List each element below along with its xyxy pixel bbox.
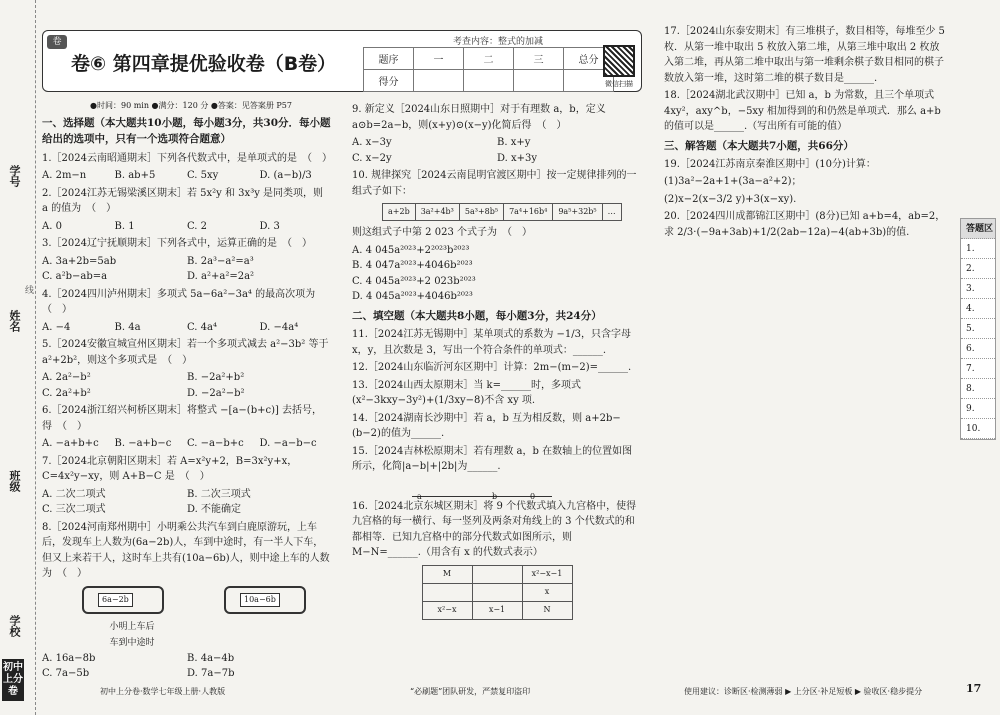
- answer-slot: 8.: [961, 379, 995, 399]
- magic-square-cell: [422, 583, 472, 601]
- answer-slot: 4.: [961, 299, 995, 319]
- option-choice: B. −2a²+b²: [187, 372, 245, 384]
- number-line-label: a: [417, 491, 422, 501]
- option-choice: C. x−2y: [352, 152, 392, 164]
- column-left: [42, 112, 332, 682]
- option-choice: C. 4a⁴: [187, 321, 217, 333]
- question-text: 1.［2024云南昭通期末］下列各代数式中，是单项式的是 （ ）: [42, 152, 332, 164]
- answer-area: [960, 218, 996, 440]
- binding-label: 学校: [8, 615, 21, 637]
- bus-figure: [42, 584, 332, 651]
- tag-badge: 卷: [47, 35, 67, 49]
- footer-left: 初中上分卷·数学七年级上册·人教版: [100, 687, 226, 696]
- binding-label: 班级: [8, 470, 21, 492]
- option-choice: A. 二次二项式: [42, 488, 106, 500]
- magic-square-cell: [472, 565, 522, 583]
- magic-square-cell: x−1: [472, 601, 522, 619]
- option-choice: A. 3a+2b=5ab: [42, 255, 117, 267]
- question-text: 5.［2024安徽宣城宣州区期末］若一个多项式减去 a²−3b² 等于 a²+2b²，则这个多项式是 （ ）: [42, 339, 329, 366]
- option-choice: B. 2a³−a²=a³: [187, 255, 254, 267]
- option-choice: B. ab+5: [114, 170, 156, 182]
- option-choice: A. 2a²−b²: [42, 372, 91, 384]
- question-text: 则这组式子中第 2 023 个式子为 （ ）: [352, 227, 532, 239]
- option-choice: D. a²+a²=2a²: [187, 271, 255, 283]
- answer-slot: 7.: [961, 359, 995, 379]
- answer-slot: 6.: [961, 339, 995, 359]
- option-choice: D. −2a²−b²: [187, 387, 245, 399]
- cut-line-mark: 线: [23, 285, 33, 294]
- page-number: 17: [966, 682, 982, 695]
- page-title: 卷⑥ 第四章提优验收卷（B卷）: [71, 53, 337, 75]
- exam-header: [42, 30, 642, 92]
- option-choice: B. 4 047a²⁰²³+4046b²⁰²³: [352, 260, 473, 272]
- option-choice: A. −a+b+c: [42, 438, 99, 450]
- magic-square-cell: N: [522, 601, 572, 619]
- option-choice: D. (a−b)/3: [259, 170, 312, 182]
- answer-area-title: 答题区: [961, 219, 995, 239]
- option-choice: C. 5xy: [187, 170, 219, 182]
- option-choice: A. x−3y: [352, 137, 392, 148]
- sequence-cell: 5a³+8b⁵: [459, 204, 503, 221]
- sequence-cell: 7a⁴+16b⁴: [504, 204, 553, 221]
- footer-right: 使用建议：诊断区·检测薄弱 ▶ 上分区·补足短板 ▶ 验收区·稳步提分: [684, 687, 923, 696]
- option-choice: B. 1: [114, 220, 135, 232]
- option-choice: B. 4a−4b: [187, 652, 235, 664]
- sequence-cell: …: [602, 204, 621, 221]
- score-cell: 得分: [364, 70, 414, 92]
- options-row: [352, 243, 642, 305]
- qr-caption: 微信扫描: [605, 80, 633, 88]
- option-choice: D. 3: [259, 220, 280, 232]
- answer-slot: 9.: [961, 399, 995, 419]
- score-cell: 二: [464, 48, 514, 70]
- sequence-cell: a+2b: [383, 204, 416, 221]
- option-choice: D. −a−b−c: [259, 438, 317, 450]
- number-line-label: 0: [530, 491, 536, 501]
- question-text: 11.［2024江苏无锡期中］某单项式的系数为 −1/3，只含字母 x，y，且次数是 3，写出一个符合条件的单项式：______.: [352, 329, 632, 356]
- question-text: 15.［2024吉林松原期末］若有理数 a，b 在数轴上的位置如图所示，化简|a−b|+|2b|为______.: [352, 445, 633, 473]
- question-text: 14.［2024湖南长沙期中］若 a，b 互为相反数，则 a+2b−(b−2)的值为______.: [352, 412, 621, 440]
- bus-caption: 车到中途时: [109, 637, 155, 648]
- option-choice: C. a²b−ab=a: [42, 271, 108, 283]
- options-row: [42, 168, 332, 184]
- question-text: 10. 规律探究［2024云南昆明官渡区期中］按一定规律排列的一组式子如下：: [352, 170, 637, 197]
- option-choice: B. 4a: [114, 321, 141, 333]
- question-text: 17.［2024山东泰安期末］有三堆棋子，数目相等，每堆至少 5 枚．从第一堆中取出 5 枚放入第二堆，从第三堆中取出 2 枚放入第二堆，再从第二堆中取出与第一堆剩余棋子数目相同的棋子数放入第一堆，这时第二堆的棋子数目是______.: [664, 26, 945, 84]
- score-cell: [464, 70, 514, 92]
- option-choice: A. 0: [42, 220, 62, 232]
- bus-caption: 小明上车后: [109, 622, 155, 633]
- question-text: 13.［2024山西太原期末］当 k=______时，多项式(x²−3kxy−3y²)+(1/3xy−8)不含 xy 项.: [352, 379, 581, 407]
- options-row: [42, 254, 332, 285]
- footer-mid: “必刷题”团队研发，严禁复印盗印: [410, 687, 531, 696]
- column-middle: [352, 100, 642, 624]
- bus-label: 6a−2b: [98, 593, 133, 607]
- question-text: 4.［2024四川泸州期末］多项式 5a−6a²−3a⁴ 的最高次项为 （ ）: [42, 288, 326, 316]
- question-text: 9. 新定义［2024山东日照期中］对于有理数 a，b，定义 a⊙b=2a−b，则(x+y)⊙(x−y)化简后得 （ ）: [352, 104, 606, 131]
- bus-captions: [42, 619, 332, 651]
- answer-slot: 5.: [961, 319, 995, 339]
- options-row: [42, 487, 332, 518]
- options-row: [42, 436, 332, 452]
- bus-label: 10a−6b: [240, 593, 280, 607]
- magic-square-cell: x²−x: [422, 601, 472, 619]
- options-row: [42, 370, 332, 401]
- brand-label: 初中上分卷: [2, 659, 24, 701]
- option-choice: A. −4: [42, 321, 71, 333]
- option-choice: A. 2m−n: [42, 170, 87, 182]
- bus-icon: [82, 586, 164, 614]
- score-cell: 总分: [564, 48, 614, 70]
- score-cell: 题序: [364, 48, 414, 70]
- exam-meta: ●时间：90 min ●满分：120 分 ●答案：见答案册 P57: [90, 101, 292, 110]
- sequence-table: [382, 203, 622, 221]
- magic-square-cell: x²−x−1: [522, 565, 572, 583]
- sequence-cell: 3a²+4b³: [415, 204, 459, 221]
- option-choice: D. 7a−7b: [187, 668, 235, 680]
- answer-slot: 3.: [961, 279, 995, 299]
- binding-label: 姓名: [8, 310, 21, 332]
- option-choice: C. 2: [187, 220, 208, 232]
- question-text: 16.［2024北京东城区期末］将 9 个代数式填入九宫格中，使得九宫格的每一横行、每一竖列及两条对角线上的 3 个代数式的和都相等．已知九宫格中的部分代数式如图所示，则 M−N=______.（用含有 x 的代数式表示）: [352, 500, 637, 559]
- options-row: [42, 320, 332, 336]
- option-choice: D. x+3y: [497, 152, 538, 164]
- magic-square: [422, 565, 573, 620]
- option-choice: D. 4 045a²⁰²³+4046b²⁰²³: [352, 291, 473, 303]
- options-row: [352, 135, 642, 166]
- number-line: [412, 477, 552, 501]
- score-cell: 一: [414, 48, 464, 70]
- option-choice: B. −a+b−c: [114, 438, 172, 450]
- column-right: [664, 22, 949, 242]
- option-choice: A. 16a−8b: [42, 652, 96, 664]
- option-choice: D. 不能确定: [187, 504, 242, 516]
- question-text: 12.［2024山东临沂河东区期中］计算：2m−(m−2)=______.: [352, 362, 632, 374]
- question-text: (2)x−2(x−3/2 y)+3(x−xy).: [664, 193, 797, 205]
- number-line-label: b: [492, 491, 498, 501]
- question-text: (1)3a²−2a+1+(3a−a²+2)；: [664, 176, 802, 188]
- section-heading: 三、解答题（本大题共7小题，共66分）: [664, 139, 854, 152]
- options-row: [42, 651, 332, 682]
- option-choice: C. 2a²+b²: [42, 387, 91, 399]
- answer-slot: 1.: [961, 239, 995, 259]
- question-text: 2.［2024江苏无锡梁溪区期末］若 5x²y 和 3x³y 是同类项，则 a 的值为 （ ）: [42, 187, 324, 215]
- score-cell: 三: [514, 48, 564, 70]
- question-text: 7.［2024北京朝阳区期末］若 A=x²y+2，B=3x²y+x，C=4x²y−xy，则 A+B−C 是 （ ）: [42, 455, 298, 483]
- binding-label: 学号: [8, 165, 21, 187]
- option-choice: B. 二次三项式: [187, 488, 251, 500]
- binding-strip: [0, 0, 36, 715]
- question-text: 8.［2024河南郑州期中］小明乘公共汽车到白鹿原游玩，上车后，发现车上人数为(6a−2b)人，车到中途时，有一半人下车，但又上来若干人，这时车上共有(10a−6b)人，则中途上车的人数为 （ ）: [42, 521, 330, 580]
- option-choice: C. −a−b+c: [187, 438, 244, 450]
- qr-code-icon: [603, 45, 635, 77]
- score-table: [363, 47, 614, 92]
- option-choice: A. 4 045a²⁰²³+2²⁰²³b²⁰²³: [352, 244, 470, 256]
- magic-square-cell: x: [522, 583, 572, 601]
- score-cell: [514, 70, 564, 92]
- options-row: [42, 219, 332, 235]
- answer-slot: 10.: [961, 419, 995, 439]
- question-text: 6.［2024浙江绍兴柯桥区期末］将整式 −[a−(b+c)] 去括号，得 （ ）: [42, 405, 323, 432]
- question-text: 19.［2024江苏南京秦淮区期中］(10分)计算：: [664, 158, 876, 170]
- magic-square-cell: M: [422, 565, 472, 583]
- score-cell: [414, 70, 464, 92]
- bus-icon: [224, 586, 306, 614]
- magic-square-cell: [472, 583, 522, 601]
- option-choice: C. 4 045a²⁰²³+2 023b²⁰²³: [352, 275, 476, 287]
- answer-slot: 2.: [961, 259, 995, 279]
- question-text: 20.［2024四川成都锦江区期中］(8分)已知 a+b=4，ab=2，求 2/3·(−9a+3ab)+1/2(2ab−12a)−4(ab+3b)的值.: [664, 211, 946, 238]
- topic-label: 考查内容：整式的加减: [453, 37, 544, 47]
- option-choice: C. 7a−5b: [42, 668, 90, 680]
- sequence-cell: 9a⁵+32b⁵: [553, 204, 602, 221]
- option-choice: B. x+y: [497, 137, 531, 148]
- question-text: 3.［2024辽宁抚顺期末］下列各式中，运算正确的是 （ ）: [42, 238, 312, 250]
- question-text: 18.［2024湖北武汉期中］已知 a，b 为常数，且三个单项式 4xy²，axy^b，−5xy 相加得到的和仍然是单项式．那么 a+b 的值可以是______.（写出所有可能的值）: [664, 90, 941, 132]
- option-choice: D. −4a⁴: [259, 321, 299, 333]
- option-choice: C. 三次二项式: [42, 504, 106, 516]
- section-heading: 一、选择题（本大题共10小题，每小题3分，共30分．每小题给出的选项中，只有一个选项符合题意）: [42, 117, 331, 146]
- section-heading: 二、填空题（本大题共8小题，每小题3分，共24分）: [352, 309, 602, 322]
